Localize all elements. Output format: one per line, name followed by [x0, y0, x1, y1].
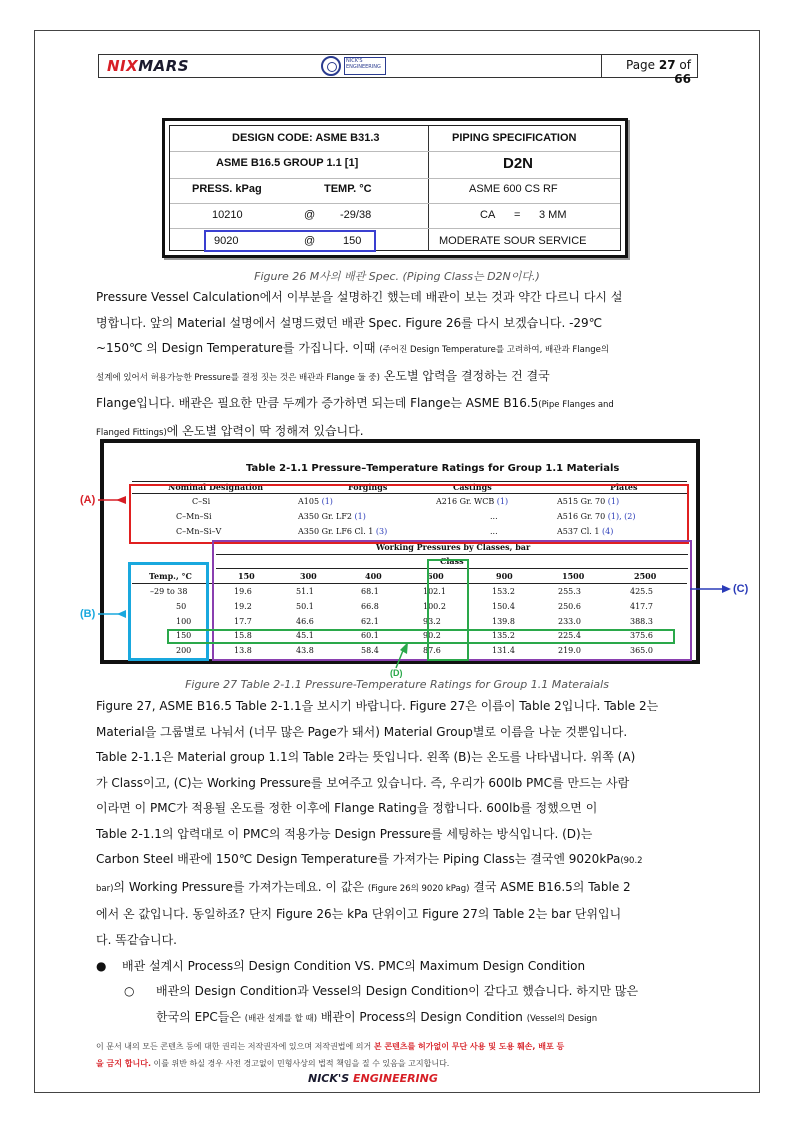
service: MODERATE SOUR SERVICE [439, 235, 587, 247]
pressure-cell: 233.0 [558, 616, 581, 626]
figure-26-caption: Figure 26 M사의 배관 Spec. (Piping Class는 D2N이다.) [254, 270, 540, 283]
label-b: (B) [80, 608, 96, 620]
seal-logo: NICK'S ENGINEERING [344, 57, 386, 75]
pressure-cell: 93.2 [423, 616, 441, 626]
pressure-cell: 153.2 [492, 587, 515, 596]
pressure-cell: 51.1 [296, 587, 314, 596]
pressure-cell: 58.4 [361, 646, 379, 656]
pressure-cell: 100.2 [423, 601, 446, 611]
temp-cell: –29 to 38 [150, 587, 188, 596]
pressure-cell: 60.1 [361, 631, 379, 641]
copyright-notice: 이 문서 내의 모든 콘텐츠 등에 대한 권리는 저작권자에 있으며 저작권법에 의거 본 콘텐츠를 허가없이 무단 사용 및 도용 훼손, 배포 등 을 금지 합니다. 이를 위반 하실 경우 사전 경고없이 민형사상의 법적 책임을 질 수 있음을 고지합니다. [96, 1042, 565, 1068]
temp-label: TEMP. °C [324, 183, 372, 195]
spec-class: D2N [503, 155, 534, 172]
pressure-cell: 375.6 [630, 631, 653, 641]
spec-title: PIPING SPECIFICATION [452, 132, 577, 144]
group-label: ASME B16.5 GROUP 1.1 [1] [216, 157, 359, 169]
working-pressures-label: Working Pressures by Classes, bar [376, 542, 531, 552]
pressure-cell: 255.3 [558, 587, 581, 596]
class-header-900: 900 [496, 571, 513, 581]
pressure-cell: 139.8 [492, 616, 515, 626]
press-label: PRESS. kPag [192, 183, 262, 195]
class-header-2500: 2500 [634, 571, 657, 581]
paragraph-2: Figure 27, ASME B16.5 Table 2-1.1을 보시기 바랍니다. Figure 27은 이름이 Table 2입니다. Table 2는 Material을 그룹별로 나눠서 (너무 많은 Page가 돼서) Material Group별로 이름을 나눈 것뿐입니다. Table 2-1.1은 Material group 1.1의 Table 2라는 뜻입니다. 왼쪽 (B)는 온도를 나타냅니다. 위쪽 (A) 가 Class이고, (C)는 Working Pressure를 보여주고 있습니다. 즉, 우리가 600lb PMC를 만드는 사람 이라면 이 PMC가 적용될 온도를 정한 이후에 Flange Rating을 정합니다. 600lb를 정했으면 이 Table 2-1.1의 압력대로 이 PMC의 적용가능 Design Pressure를 세팅하는 방식입니다. (D)는 Carbon Steel 배관에 150℃ Design Temperature를 가져가는 Piping Class는 결국엔 9020kPa(90.2 bar)의 Working Pressure를 가져가는데요. 이 값은 (Figure 26의 9020 kPag) 결국 ASME B16.5의 Table 2 에서 온 값입니다. 동일하죠? 단지 Figure 26는 kPa 단위이고 Figure 27의 Table 2는 bar 단위입니 다. 똑같습니다. [96, 699, 659, 947]
pressure-cell: 68.1 [361, 587, 379, 596]
class-label: Class [440, 556, 464, 566]
table-title: Table 2-1.1 Pressure–Temperature Ratings for Group 1.1 Materials [246, 463, 620, 474]
label-c: (C) [733, 583, 749, 595]
class-header-600: 600 [427, 571, 444, 581]
temp-cell: 50 [176, 601, 187, 611]
pressure-cell: 50.1 [296, 601, 314, 611]
temp-cell: 150 [176, 631, 192, 641]
temp-cell: 200 [176, 646, 192, 656]
pressure-cell: 66.8 [361, 601, 379, 611]
bullet-dot-icon: ● [96, 959, 107, 973]
pressure-cell: 150.4 [492, 601, 515, 611]
figure-27-caption: Figure 27 Table 2-1.1 Pressure-Temperature Ratings for Group 1.1 Materaials [185, 678, 609, 691]
class-header-300: 300 [300, 571, 317, 581]
pressure-cell: 388.3 [630, 616, 653, 626]
class-header-400: 400 [365, 571, 382, 581]
class-header-150: 150 [238, 571, 255, 581]
circle-bullet-icon: ○ [124, 984, 135, 998]
label-d: (D) [390, 668, 403, 678]
pressure-cell: 90.2 [423, 631, 441, 641]
footer-logo: NICK'S ENGINEERING [308, 1072, 438, 1085]
pressure-cell: 19.2 [234, 601, 252, 611]
pressure-cell: 43.8 [296, 646, 314, 656]
pressure-cell: 15.8 [234, 631, 252, 641]
pressure-cell: 87.6 [423, 646, 441, 656]
figure-26-piping-spec: DESIGN CODE: ASME B31.3 ASME B16.5 GROUP 1.1 [1] PRESS. kPag TEMP. °C 10210 @ -29/38 9020 @ 150 PIPING SPECIFICATION D2N ASME 600 CS RF CA = 3 MM MODERATE SOUR SERVICE [162, 118, 628, 258]
pressure-cell: 417.7 [630, 601, 653, 611]
pressure-cell: 46.6 [296, 616, 314, 626]
pressure-cell: 13.8 [234, 646, 252, 656]
page-number: Page 27 of 66 [601, 55, 697, 77]
nixmars-logo: NIXMARS [107, 57, 190, 75]
pressure-cell: 219.0 [558, 646, 581, 656]
material: ASME 600 CS RF [469, 183, 558, 195]
design-code: DESIGN CODE: ASME B31.3 [232, 132, 380, 144]
pressure-cell: 225.4 [558, 631, 581, 641]
bullet-1: 배관 설계시 Process의 Design Condition VS. PMC의 Maximum Design Condition [122, 959, 586, 973]
pressure-cell: 131.4 [492, 646, 515, 656]
figure-27-pt-ratings-table: Table 2-1.1 Pressure–Temperature Ratings for Group 1.1 Materials Nominal Designation Forgings Castings Plates C–Si A105 (1) A216 Gr. WCB (1) A515 Gr. 70 (1) C–Mn–Si A350 Gr. LF2 (1) ... A516 Gr. 70 (1), (2) C–Mn–Si–V A350 Gr. LF6 Cl. 1 (3) ... A537 Cl. 1 (4) Working Pressures by Classes, bar Class Temp., °C 150 300 400 600 900 1500 2500 –29 to 38 19.6 51.1 68.1 102.1 153.2 255.3 425.5 50 19.2 50.1 66.8 100.2 150.4 250.6 417.7 100 17.7 46.6 62.1 93.2 139.8 233.0 388.3 150 15.8 45.1 60.1 90.2 135.2 225.4 375.6 200 13.8 43.8 58.4 87.6 131.4 219.0 365.0 [100, 439, 700, 664]
temp-cell: 100 [176, 616, 192, 626]
bullet-2: 배관의 Design Condition과 Vessel의 Design Condition이 같다고 했습니다. 하지만 많은 한국의 EPC들은 (배관 설계를 할 때) 배관이 Process의 Design Condition (Vessel의 Design [156, 984, 639, 1024]
pressure-cell: 135.2 [492, 631, 515, 641]
pressure-cell: 102.1 [423, 587, 446, 596]
pressure-cell: 250.6 [558, 601, 581, 611]
label-a: (A) [80, 494, 96, 506]
pressure-cell: 17.7 [234, 616, 252, 626]
class-header-1500: 1500 [562, 571, 585, 581]
pressure-cell: 62.1 [361, 616, 379, 626]
pressure-cell: 365.0 [630, 646, 653, 656]
paragraph-1: Pressure Vessel Calculation에서 이부분을 설명하긴 했는데 배관이 보는 것과 약간 다르니 다시 설 명합니다. 앞의 Material 설명에서 설명드렸던 배관 Spec. Figure 26를 다시 보겠습니다. -29℃ ~150℃ 의 Design Temperature를 가집니다. 이때 (주어진 Design Temperature를 고려하여, 배관과 Flange의 설계에 있어서 허용가능한 Pressure를 결정 짓는 것은 배관과 Flange 둘 중) 온도별 압력을 결정하는 건 결국 Flange입니다. 배관은 필요한 만큼 두께가 증가하면 되는데 Flange는 ASME B16.5(Pipe Flanges and Flanged Fittings)에 온도별 압력이 딱 정해져 있습니다. [96, 290, 623, 438]
pressure-cell: 19.6 [234, 587, 252, 596]
pressure-cell: 425.5 [630, 587, 653, 596]
temp-header: Temp., °C [149, 571, 192, 581]
pressure-cell: 45.1 [296, 631, 314, 641]
